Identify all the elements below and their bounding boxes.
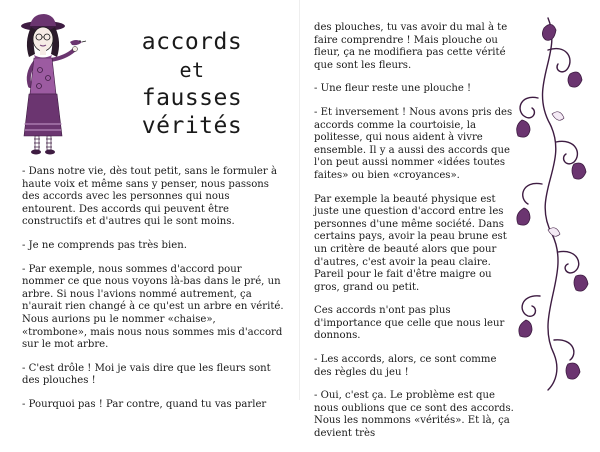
right-page (300, 0, 600, 440)
paragraph: Par exemple la beauté physique est juste une question d'accord entre les personnes d'une même société. Dans certains pays, avoir la peau brune est un critère de beauté alors que pour d'autres, c'est avoir la peau claire. Pareil pour le fait d'être maigre ou gros, grand ou petit. (314, 193, 507, 293)
paragraph: - Dans notre vie, dès tout petit, sans le formuler à haute voix et même sans y penser, nous passons des accords avec les personnes qui nous entourent. Des accords qui peuvent être constructifs et d'autres qui le sont moins. (22, 166, 277, 228)
paragraph: - Les accords, alors, ce sont comme des règles du jeu ! (314, 354, 497, 378)
paragraph: des plouches, tu vas avoir du mal à te faire comprendre ! Mais plouche ou fleur, ça ne modifiera pas cette vérité que sont les fleurs. (314, 22, 508, 71)
page-title (92, 28, 292, 140)
paragraph: - Pourquoi pas ! Par contre, quand tu vas parler (22, 398, 267, 410)
paragraph: Ces accords n'ont pas plus d'importance que celle que nous leur donnons. (314, 305, 505, 342)
paragraph: - Oui, c'est ça. Le problème est que nous oublions que ce sont des accords. Nous les nommons «vérités». Et là, ça devient très (314, 390, 514, 440)
paragraph: - Par exemple, nous sommes d'accord pour nommer ce que nous voyons là-bas dans le pré, un arbre. Si nous l'avions nommé autrement, ça n'aurait rien changé à ce qu'est un arbre en vérité. Nous aurions pu le nommer «chaise», «trombone», mais nous nous sommes mis d'accord sur le mot arbre. (22, 263, 284, 351)
girl-illustration (10, 12, 100, 160)
title-line-3: fausses vérités (141, 85, 243, 139)
paragraph: - C'est drôle ! Moi je vais dire que les fleurs sont des plouches ! (22, 362, 271, 387)
title-line-2: et (179, 58, 205, 82)
left-text-block (22, 166, 284, 423)
paragraph: - Je ne comprends pas très bien. (22, 239, 187, 251)
title-line-1: accords (141, 29, 243, 55)
left-page (0, 0, 300, 410)
flower-vine-illustration (508, 14, 594, 392)
paragraph: - Une fleur reste une plouche ! (314, 83, 472, 95)
right-text-block (314, 22, 514, 452)
paragraph: - Et inversement ! Nous avons pris des accords comme la courtoisie, la politesse, qui nous aident à vivre ensemble. Il y a aussi des accords que l'on peut aussi nommer «idées toutes faites» ou bien «croyances». (314, 106, 513, 181)
